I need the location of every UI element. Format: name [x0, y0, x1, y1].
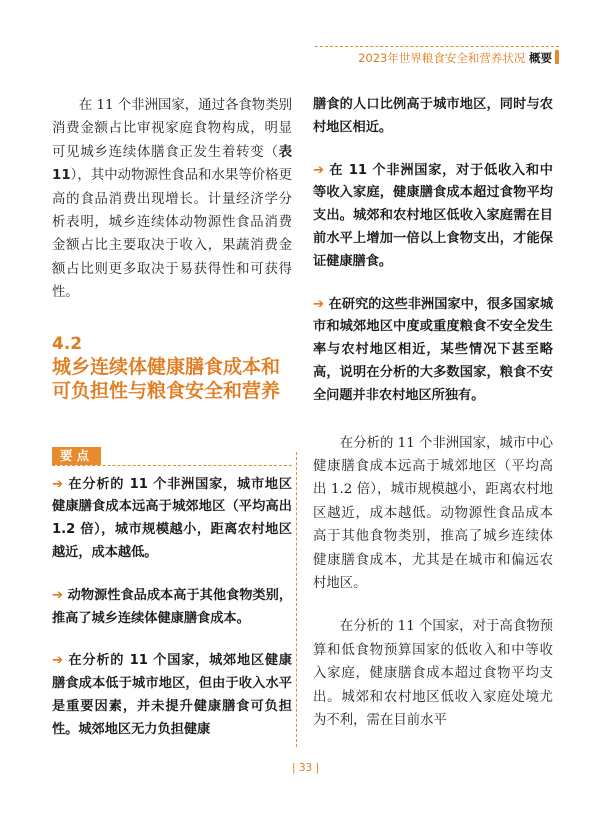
arrow-right-icon: ➔ [52, 653, 64, 669]
header-rule [315, 46, 559, 47]
body-paragraph: 在分析的 11 个国家，对于高食物预算和低食物预算国家的低收入和中等收入家庭，健康膳食成本超过食物平均支出。城郊和农村地区低收入家庭处境尤为不利，需在目前水平 [313, 619, 553, 729]
key-point-item: ➔ 动物源性食品成本高于其他食物类别，推高了城乡连续体健康膳食成本。 [52, 587, 293, 626]
body-paragraph: 在分析的 11 个非洲国家，城市中心健康膳食成本远高于城郊地区（平均高出 1.2 倍），城市规模越小，距离农村地区越近，成本越低。动物源性食品成本高于其他食物类别，推高了城乡连续体健康膳食成本，尤其是在城市和偏远农村地区。 [313, 435, 553, 591]
keypoints-label: 要点 [52, 447, 101, 465]
header-accent-bar [555, 50, 559, 64]
right-column [313, 94, 553, 732]
key-point-continuation: 膳食的人口比例高于城市地区，同时与农村地区相近。 [313, 97, 553, 135]
table-11-link[interactable]: 表 11 [52, 144, 292, 184]
arrow-right-icon: ➔ [313, 162, 325, 178]
arrow-right-icon: ➔ [52, 476, 64, 492]
intro-paragraph: 在 11 个非洲国家，通过各食物类别消费金额占比审视家庭食物构成，明显可见城乡连续体膳食正发生着转变（表 11），其中动物源性食品和水果等价格更高的食品消费出现增长。计量经济学分析表明，城乡连续体动物源性食品消费金额占比主要取决于收入，果蔬消费金额占比则更多取决于易获得性和可获得性。 [52, 98, 292, 301]
key-point-item: ➔ 在分析的 11 个非洲国家，城市地区健康膳食成本远高于城郊地区（平均高出 1.2 倍），城市规模越小，距离农村地区越近，成本越低。 [52, 476, 292, 561]
column-divider [296, 452, 297, 747]
left-column [52, 94, 292, 742]
section-title: 城乡连续体健康膳食成本和可负担性与粮食安全和营养 [52, 355, 281, 402]
page-number: | 33 | [292, 762, 320, 774]
running-header [358, 50, 552, 66]
section-number: 4.2 [52, 333, 83, 354]
arrow-right-icon: ➔ [52, 587, 64, 603]
key-point-item: ➔ 在 11 个非洲国家，对于低收入和中等收入家庭，健康膳食成本超过食物平均支出。城郊和农村地区低收入家庭需在目前水平上增加一倍以上食物支出，才能保证健康膳食。 [313, 162, 553, 269]
running-header-subtitle: 概要 [529, 51, 552, 65]
key-point-item: ➔ 在研究的这些非洲国家中，很多国家城市和城郊地区中度或重度粮食不安全发生率与农村地区相近，某些情况下甚至略高，说明在分析的大多数国家，粮食不安全问题并非农村地区所独有。 [313, 296, 554, 403]
key-point-item: ➔ 在分析的 11 个国家，城郊地区健康膳食成本低于城市地区，但由于收入水平是重要因素，并未提升健康膳食可负担性。城郊地区无力负担健康 [52, 653, 292, 737]
running-header-title: 2023年世界粮食安全和营养状况 [358, 51, 526, 65]
arrow-right-icon: ➔ [313, 296, 325, 312]
